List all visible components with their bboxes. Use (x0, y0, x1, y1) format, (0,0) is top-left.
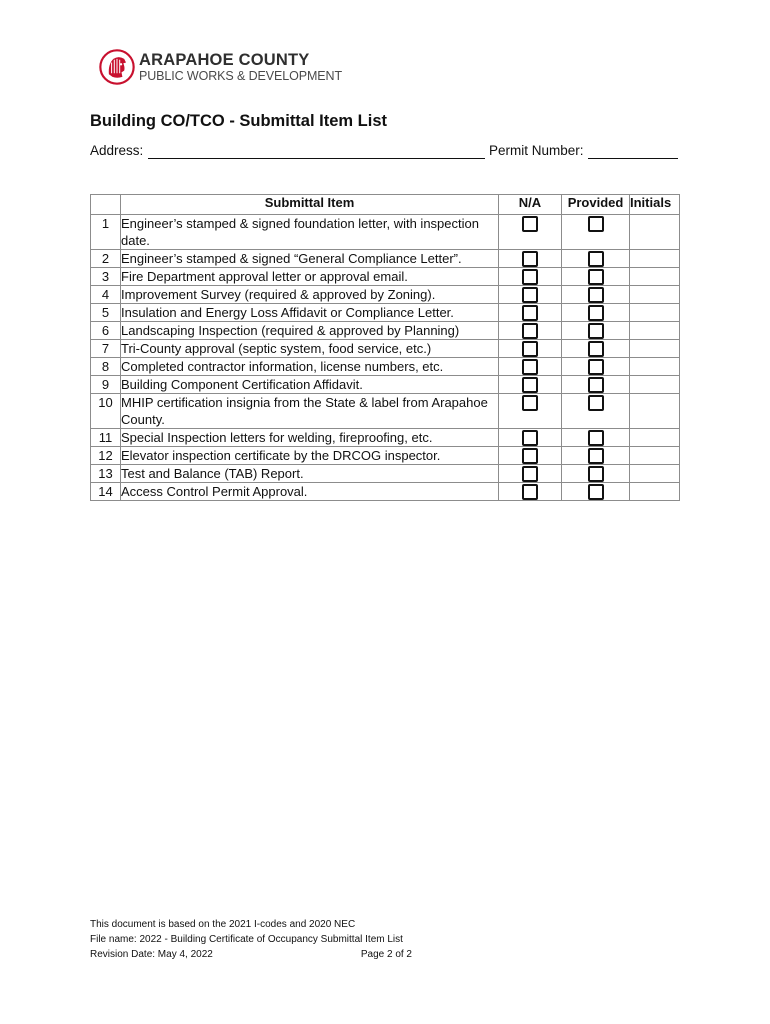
provided-cell (562, 268, 630, 286)
na-cell (499, 358, 562, 376)
submittal-item-table (90, 194, 680, 501)
submittal-item-text: Completed contractor information, license numbers, etc. (121, 358, 499, 376)
table-row (91, 250, 680, 268)
submittal-item-text: Elevator inspection certificate by the DRCOG inspector. (121, 447, 499, 465)
na-checkbox[interactable] (522, 323, 538, 339)
row-number: 2 (91, 250, 121, 268)
na-cell (499, 286, 562, 304)
submittal-item-text: Special Inspection letters for welding, fireproofing, etc. (121, 429, 499, 447)
provided-cell (562, 447, 630, 465)
footer-file-name: File name: 2022 - Building Certificate of Occupancy Submittal Item List (90, 934, 403, 945)
na-cell (499, 465, 562, 483)
table-row (91, 322, 680, 340)
address-label: Address: (90, 143, 144, 158)
row-number: 11 (91, 429, 121, 447)
submittal-item-text: Landscaping Inspection (required & approved by Planning) (121, 322, 499, 340)
provided-checkbox[interactable] (588, 466, 604, 482)
table-row (91, 340, 680, 358)
na-checkbox[interactable] (522, 305, 538, 321)
submittal-item-text: Tri-County approval (septic system, food service, etc.) (121, 340, 499, 358)
provided-cell (562, 304, 630, 322)
table-row (91, 304, 680, 322)
provided-cell (562, 376, 630, 394)
page-title: Building CO/TCO - Submittal Item List (90, 112, 387, 130)
provided-checkbox[interactable] (588, 484, 604, 500)
row-number: 9 (91, 376, 121, 394)
na-cell (499, 483, 562, 501)
initials-field[interactable] (630, 447, 680, 465)
row-number: 4 (91, 286, 121, 304)
header-submittal-item: Submittal Item (121, 195, 499, 215)
provided-checkbox[interactable] (588, 377, 604, 393)
county-logo (99, 49, 342, 85)
row-number: 8 (91, 358, 121, 376)
na-checkbox[interactable] (522, 341, 538, 357)
provided-cell (562, 429, 630, 447)
na-checkbox[interactable] (522, 466, 538, 482)
initials-field[interactable] (630, 376, 680, 394)
provided-checkbox[interactable] (588, 395, 604, 411)
table-row (91, 429, 680, 447)
permit-number-label: Permit Number: (489, 143, 584, 158)
table-row (91, 268, 680, 286)
document-footer (90, 917, 412, 962)
submittal-item-text: Access Control Permit Approval. (121, 483, 499, 501)
provided-cell (562, 215, 630, 250)
na-cell (499, 340, 562, 358)
footer-revision-date: Revision Date: May 4, 2022 (90, 949, 213, 960)
na-cell (499, 215, 562, 250)
table-row (91, 394, 680, 429)
provided-checkbox[interactable] (588, 341, 604, 357)
table-row (91, 465, 680, 483)
submittal-item-text: Insulation and Energy Loss Affidavit or Compliance Letter. (121, 304, 499, 322)
submittal-item-text: Improvement Survey (required & approved by Zoning). (121, 286, 499, 304)
provided-cell (562, 394, 630, 429)
initials-field[interactable] (630, 268, 680, 286)
row-number: 14 (91, 483, 121, 501)
initials-field[interactable] (630, 250, 680, 268)
header-na: N/A (499, 195, 562, 215)
table-header-row (91, 195, 680, 215)
row-number: 6 (91, 322, 121, 340)
na-checkbox[interactable] (522, 484, 538, 500)
submittal-item-text: Fire Department approval letter or approval email. (121, 268, 499, 286)
initials-field[interactable] (630, 322, 680, 340)
na-checkbox[interactable] (522, 359, 538, 375)
header-number (91, 195, 121, 215)
row-number: 12 (91, 447, 121, 465)
provided-checkbox[interactable] (588, 359, 604, 375)
logo-department: PUBLIC WORKS & DEVELOPMENT (139, 69, 342, 83)
na-cell (499, 268, 562, 286)
initials-field[interactable] (630, 429, 680, 447)
logo-county-name: ARAPAHOE COUNTY (139, 50, 310, 69)
table-row (91, 358, 680, 376)
submittal-item-text: Building Component Certification Affidavit. (121, 376, 499, 394)
provided-checkbox[interactable] (588, 216, 604, 232)
initials-field[interactable] (630, 358, 680, 376)
na-cell (499, 322, 562, 340)
initials-field[interactable] (630, 465, 680, 483)
na-cell (499, 304, 562, 322)
na-checkbox[interactable] (522, 377, 538, 393)
na-checkbox[interactable] (522, 287, 538, 303)
table-row (91, 376, 680, 394)
row-number: 10 (91, 394, 121, 429)
row-number: 5 (91, 304, 121, 322)
provided-checkbox[interactable] (588, 269, 604, 285)
provided-checkbox[interactable] (588, 448, 604, 464)
na-checkbox[interactable] (522, 430, 538, 446)
na-checkbox[interactable] (522, 251, 538, 267)
row-number: 7 (91, 340, 121, 358)
table-row (91, 483, 680, 501)
submittal-item-text: Engineer’s stamped & signed foundation letter, with inspection date. (121, 215, 499, 250)
provided-checkbox[interactable] (588, 305, 604, 321)
header-provided: Provided (562, 195, 630, 215)
submittal-item-text: Test and Balance (TAB) Report. (121, 465, 499, 483)
na-checkbox[interactable] (522, 448, 538, 464)
address-field[interactable] (148, 158, 485, 159)
provided-cell (562, 465, 630, 483)
row-number: 1 (91, 215, 121, 250)
table-row (91, 286, 680, 304)
na-cell (499, 429, 562, 447)
initials-field[interactable] (630, 483, 680, 501)
initials-field[interactable] (630, 394, 680, 429)
initials-field[interactable] (630, 286, 680, 304)
na-checkbox[interactable] (522, 395, 538, 411)
na-cell (499, 250, 562, 268)
table-row (91, 447, 680, 465)
initials-field[interactable] (630, 215, 680, 250)
provided-cell (562, 322, 630, 340)
provided-cell (562, 358, 630, 376)
table-row (91, 215, 680, 250)
provided-cell (562, 340, 630, 358)
provided-cell (562, 483, 630, 501)
provided-cell (562, 286, 630, 304)
row-number: 3 (91, 268, 121, 286)
initials-field[interactable] (630, 340, 680, 358)
footer-page-number: Page 2 of 2 (360, 949, 412, 960)
provided-checkbox[interactable] (588, 251, 604, 267)
footer-code-note: This document is based on the 2021 I-codes and 2020 NEC (90, 919, 356, 930)
na-cell (499, 394, 562, 429)
provided-checkbox[interactable] (588, 430, 604, 446)
na-checkbox[interactable] (522, 269, 538, 285)
submittal-item-text: MHIP certification insignia from the State & label from Arapahoe County. (121, 394, 499, 429)
na-checkbox[interactable] (522, 216, 538, 232)
provided-checkbox[interactable] (588, 287, 604, 303)
initials-field[interactable] (630, 304, 680, 322)
provided-checkbox[interactable] (588, 323, 604, 339)
submittal-item-text: Engineer’s stamped & signed “General Compliance Letter”. (121, 250, 499, 268)
header-initials: Initials (630, 195, 680, 215)
na-cell (499, 447, 562, 465)
row-number: 13 (91, 465, 121, 483)
permit-number-field[interactable] (588, 158, 678, 159)
na-cell (499, 376, 562, 394)
chief-head-logo-icon (99, 49, 135, 85)
provided-cell (562, 250, 630, 268)
